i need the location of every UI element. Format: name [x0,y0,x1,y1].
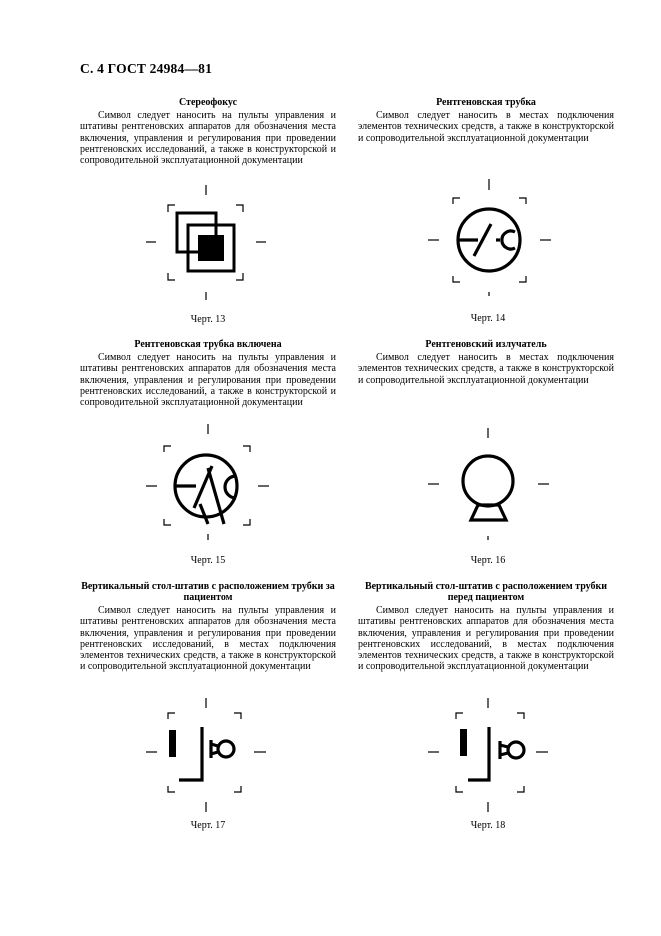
section-title: Вертикальный стол-штатив с расположением трубки за пациентом [81,581,335,603]
section-body: Символ следует наносить на пульты управления и штативы рентгеновских аппаратов для обозначения места включения, управления и регулирования при проведении рентгеновских исследований, а также в конструкторской и сопроводительной эксплуатационной документации [80,352,336,409]
caption-15: Черт. 15 [190,555,226,566]
caption-14: Черт. 14 [470,313,506,324]
section-title: Стереофокус [178,97,238,108]
section-xray-tube-on [80,339,336,408]
xray-emitter-icon [418,420,558,540]
section-title: Рентгеновская трубка включена [134,339,282,350]
section-title: Вертикальный стол-штатив с расположением трубки перед пациентом [364,581,608,603]
xray-tube-on-icon [138,420,278,540]
section-vertical-table-behind [80,581,336,673]
section-stereofocus [80,97,336,166]
section-body: Символ следует наносить на пульты управления и штативы рентгеновских аппаратов для обозначения места включения, управления и регулирования при проведении рентгеновских исследований, а также в конструкторской и сопроводительной эксплуатационной документации [80,110,336,167]
section-title: Рентгеновский излучатель [425,339,547,350]
section-xray-tube [358,97,614,144]
section-body: Символ следует наносить в местах подключения элементов технических средств, а также в конструкторской и сопроводительной эксплуатационной документации [358,110,614,144]
caption-17: Черт. 17 [190,820,226,831]
vertical-table-tube-front-patient-icon [418,694,558,814]
section-body: Символ следует наносить на пульты управления и штативы рентгеновских аппаратов для обозначения места включения, управления и регулирования при проведении рентгеновских исследований, в местах подключения элементов технических средств, а также в конструкторской и сопроводительной эксплуатационной документации [80,605,336,673]
xray-tube-icon [418,176,558,296]
section-title: Рентгеновская трубка [436,97,536,108]
section-xray-emitter [358,339,614,386]
page-header: С. 4 ГОСТ 24984—81 [80,61,213,76]
section-vertical-table-front [358,581,614,673]
stereofocus-icon [138,180,278,300]
section-body: Символ следует наносить на пульты управления и штативы рентгеновских аппаратов для обозначения места включения, управления и регулирования при проведении рентгеновских исследований, в местах подключения элементов технических средств, а также в конструкторской и сопроводительной эксплуатационной документации [358,605,614,673]
caption-18: Черт. 18 [470,820,506,831]
vertical-table-tube-behind-patient-icon [138,694,278,814]
section-body: Символ следует наносить в местах подключения элементов технических средств, а также в конструкторской и сопроводительной эксплуатационной документации [358,352,614,386]
caption-16: Черт. 16 [470,555,506,566]
caption-13: Черт. 13 [190,314,226,325]
